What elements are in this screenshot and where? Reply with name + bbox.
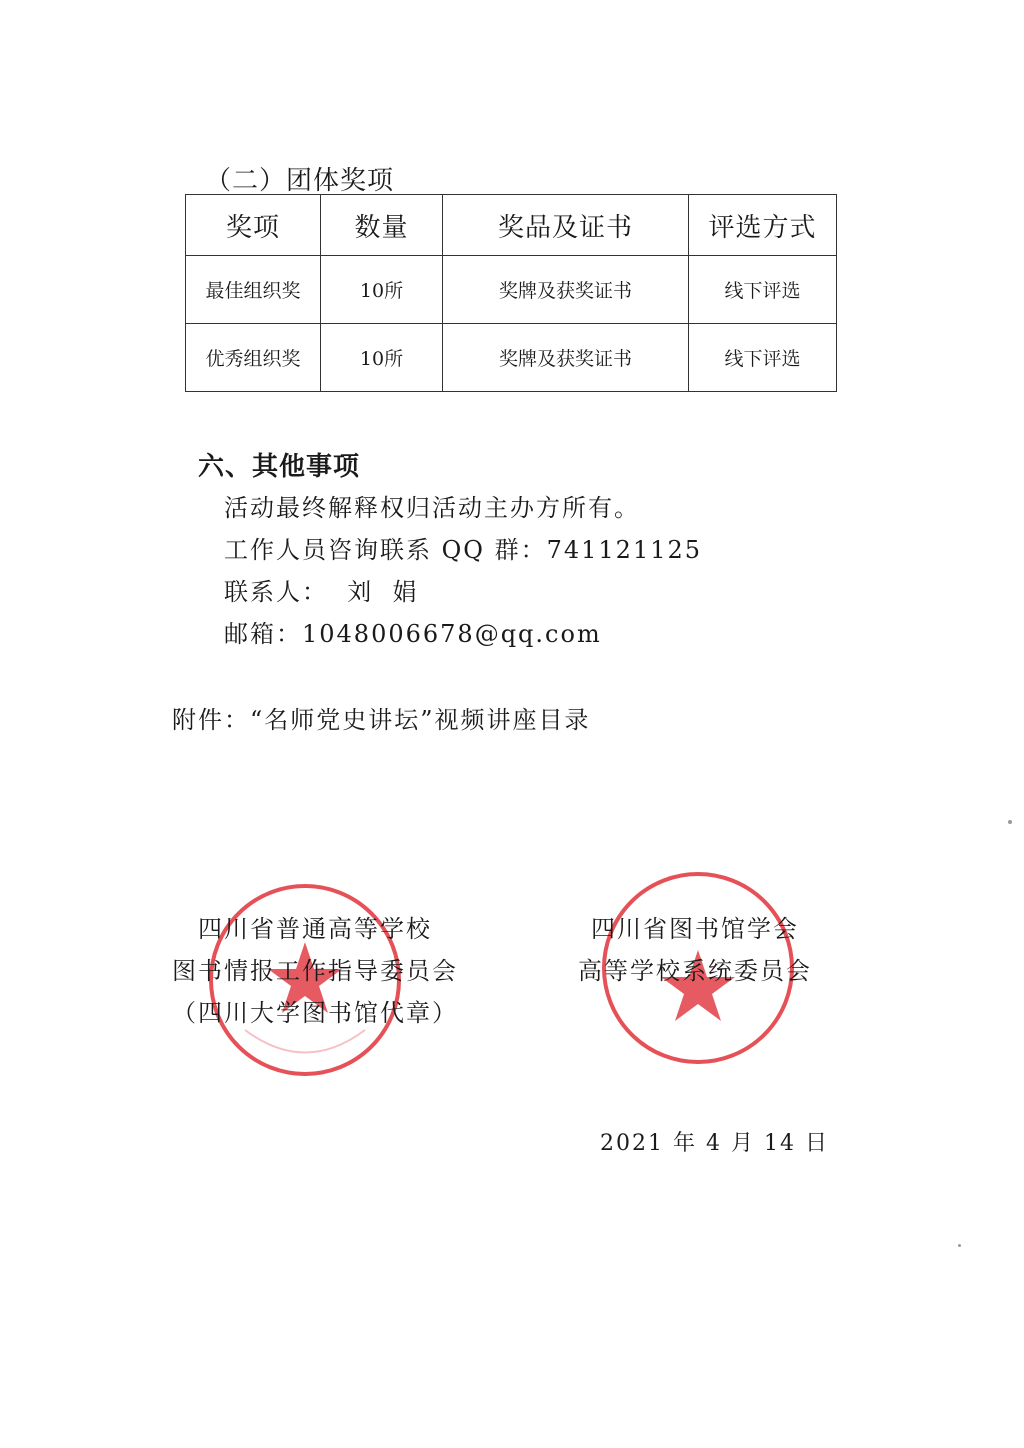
table-cell: 最佳组织奖 [186,256,321,324]
right-signature-line1: 四川省图书馆学会 [591,915,799,943]
column-header-prize: 奖品及证书 [443,195,689,256]
left-signature-block [160,908,470,1034]
column-header-quantity: 数量 [321,195,443,256]
table-cell: 奖牌及获奖证书 [443,256,689,324]
group-awards-heading: （二）团体奖项 [205,166,395,196]
qq-group-contact-text: 工作人员咨询联系 QQ 群：741121125 [224,536,703,564]
table-cell: 奖牌及获奖证书 [443,324,689,392]
left-signature-line1: 四川省普通高等学校 [198,915,432,943]
attachment-text: 附件：“名师党史讲坛”视频讲座目录 [172,706,591,734]
table-cell: 10所 [321,256,443,324]
column-header-method: 评选方式 [689,195,837,256]
contact-person-text: 联系人： 刘 娟 [224,578,419,606]
right-signature-line2: 高等学校系统委员会 [578,957,812,985]
interpretation-right-text: 活动最终解释权归活动主办方所有。 [224,494,640,522]
table-row [186,256,837,324]
left-signature-line2: 图书情报工作指导委员会 [172,957,458,985]
scan-dot [958,1244,961,1247]
left-signature-line3: （四川大学图书馆代章） [172,999,458,1027]
right-signature-block [560,908,830,992]
table-cell: 优秀组织奖 [186,324,321,392]
table-header-row [186,195,837,256]
table-cell: 线下评选 [689,324,837,392]
table-row [186,324,837,392]
column-header-award: 奖项 [186,195,321,256]
scan-dot [1008,820,1012,824]
group-awards-table [185,194,837,392]
email-text: 邮箱：1048006678@qq.com [224,620,602,648]
table-cell: 10所 [321,324,443,392]
issue-date: 2021 年 4 月 14 日 [600,1131,829,1156]
other-matters-heading: 六、其他事项 [198,452,361,482]
table-cell: 线下评选 [689,256,837,324]
